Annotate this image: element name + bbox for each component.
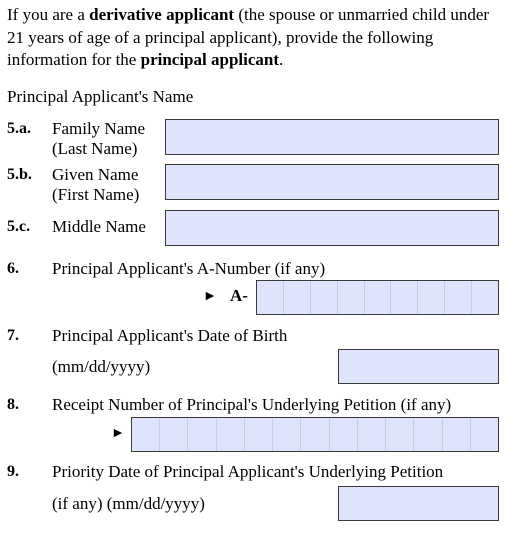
middle-name-input[interactable] [165,210,499,246]
intro-text-2: (the spouse or unmarried child under 21 years of age of a principal applicant), provide the following information for the [7,5,490,69]
priority-date-label: Priority Date of Principal Applicant's Underlying Petition [52,462,444,481]
priority-date-format-hint: (if any) (mm/dd/yyyy) [52,494,205,513]
item-number-5b: 5.b. [7,166,32,183]
a-number-prefix: A- [230,286,248,305]
a-number-digit [257,281,284,314]
receipt-char [132,418,160,451]
item-number-5c: 5.c. [7,218,31,235]
a-number-label: Principal Applicant's A-Number (if any) [52,259,326,278]
a-number-input[interactable] [256,280,499,315]
receipt-number-label: Receipt Number of Principal's Underlying Petition (if any) [52,395,452,414]
dob-input[interactable] [338,349,499,384]
middle-name-label: Middle Name [52,217,146,236]
receipt-char [245,418,273,451]
item-number-5a: 5.a. [7,120,31,137]
receipt-char [471,418,498,451]
arrow-right-icon: ► [203,289,217,304]
a-number-digit [365,281,392,314]
section-label: Principal Applicant's Name [7,87,194,106]
family-name-label-line1: Family Name [52,119,146,138]
item-number-8: 8. [7,396,19,413]
given-name-label-line2: (First Name) [52,185,140,204]
a-number-digit [445,281,472,314]
item-number-7: 7. [7,327,19,344]
family-name-label [52,119,145,159]
dob-format-hint: (mm/dd/yyyy) [52,357,151,376]
a-number-digit [391,281,418,314]
receipt-char [301,418,329,451]
receipt-char [160,418,188,451]
receipt-char [443,418,471,451]
a-number-digit [418,281,445,314]
intro-bold-principal: principal applicant [140,50,279,69]
given-name-input[interactable] [165,164,499,200]
receipt-char [414,418,442,451]
item-number-6: 6. [7,260,19,277]
receipt-char [358,418,386,451]
receipt-char [273,418,301,451]
arrow-right-icon: ► [111,426,125,441]
given-name-label [52,165,139,205]
a-number-digit [284,281,311,314]
item-number-9: 9. [7,463,19,480]
intro-text-1: If you are a [7,5,90,24]
a-number-digit [338,281,365,314]
receipt-char [386,418,414,451]
receipt-number-input[interactable] [131,417,499,452]
receipt-char [217,418,245,451]
family-name-label-line2: (Last Name) [52,139,138,158]
priority-date-input[interactable] [338,486,499,521]
a-number-digit [472,281,498,314]
receipt-char [330,418,358,451]
dob-label: Principal Applicant's Date of Birth [52,326,288,345]
a-number-digit [311,281,338,314]
intro-bold-derivative: derivative applicant [89,5,235,24]
intro-paragraph [7,4,507,72]
family-name-input[interactable] [165,119,499,155]
intro-text-3: . [279,50,284,69]
given-name-label-line1: Given Name [52,165,139,184]
receipt-char [188,418,216,451]
